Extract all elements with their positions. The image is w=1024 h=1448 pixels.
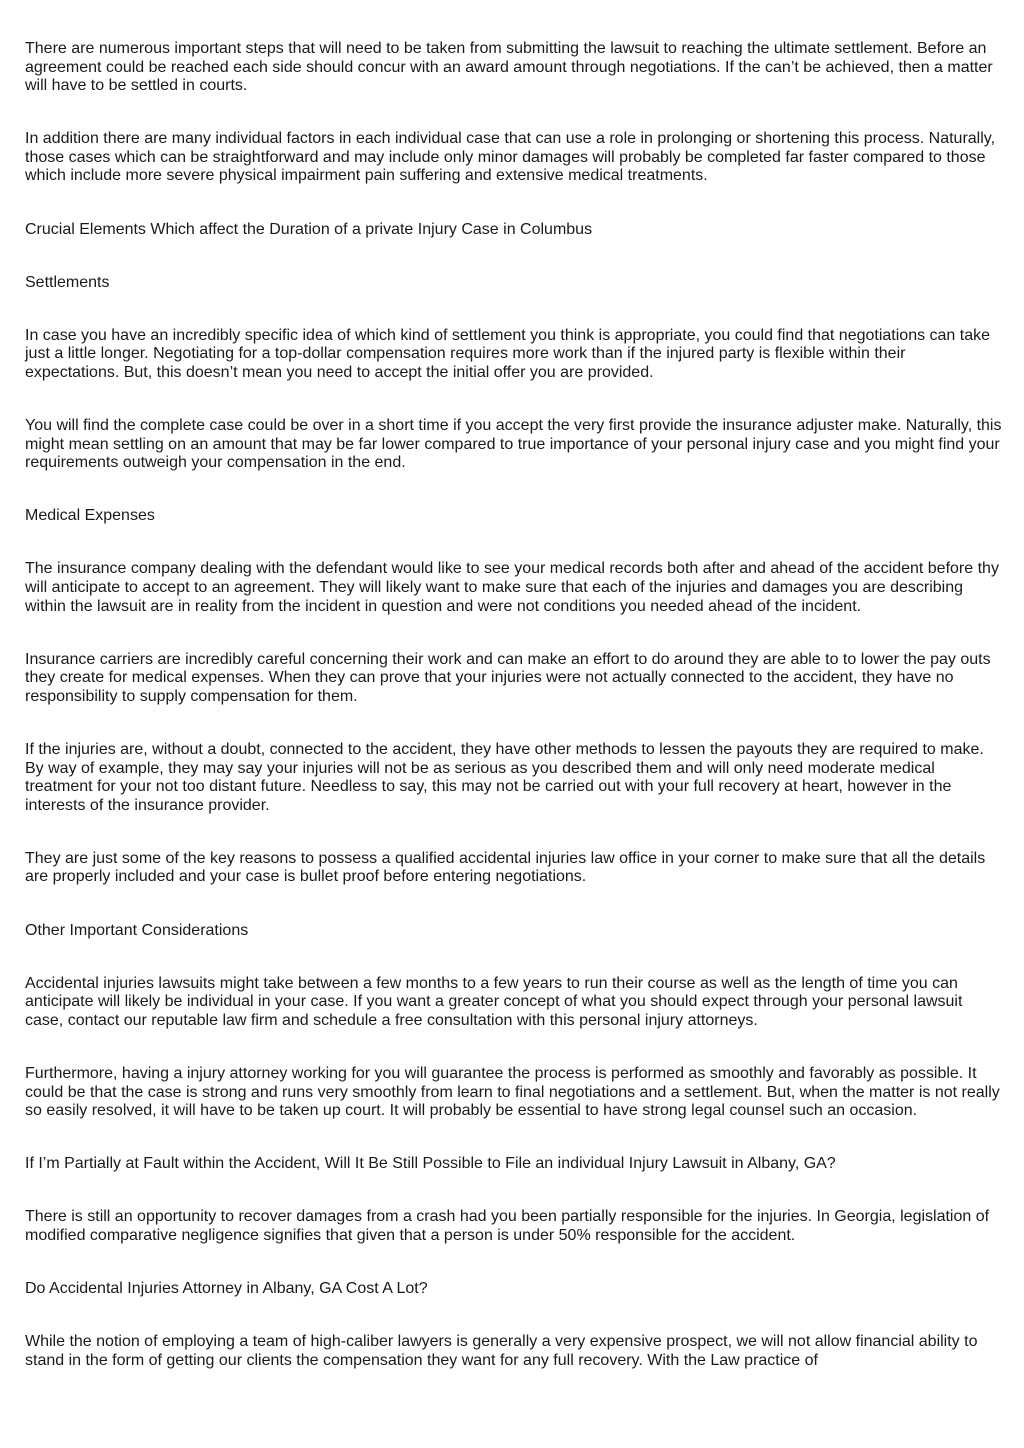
paragraph: While the notion of employing a team of high-caliber lawyers is generally a very expensive prospect, we will not allow financial ability to stand in the form of getting our clients the compensation they want for any full recovery. With the Law practice of [25, 1333, 978, 1369]
paragraph: There is still an opportunity to recover damages from a crash had you been partially responsible for the injuries. In Georgia, legislation of modified comparative negligence signifies that given that a person is under 50% responsible for the accident. [25, 1208, 990, 1244]
paragraph: There are numerous important steps that will need to be taken from submitting the lawsuit to reaching the ultimate settlement. Before an agreement could be reached each side should concur with an award amount through negotiations. If the can’t be achieved, then a matter will have to be settled in courts. [25, 40, 993, 95]
section-heading: Crucial Elements Which affect the Duration of a private Injury Case in Columbus [25, 220, 593, 238]
section-heading: If I’m Partially at Fault within the Accident, Will It Be Still Possible to File an individual Injury Lawsuit in Albany, GA? [25, 1155, 836, 1173]
paragraph: In addition there are many individual factors in each individual case that can use a role in prolonging or shortening this process. Naturally, those cases which can be straightforward and may include only minor damages will probably be completed far faster compared to those which include more severe physical impairment pain suffering and extensive medical treatments. [25, 130, 996, 185]
paragraph: Accidental injuries lawsuits might take between a few months to a few years to run their course as well as the length of time you can anticipate will likely be individual in your case. If you want a greater concept of what you should expect through your personal lawsuit case, contact our reputable law firm and schedule a free consultation with this personal injury attorneys. [25, 974, 963, 1029]
paragraph: In case you have an incredibly specific idea of which kind of settlement you think is appropriate, you could find that negotiations can take just a little longer. Negotiating for a top-dollar compensation requires more work than if the injured party is flexible within their expectations. But, this doesn’t mean you need to accept the initial offer you are provided. [25, 326, 991, 381]
paragraph: They are just some of the key reasons to possess a qualified accidental injuries law office in your corner to make sure that all the details are properly included and your case is bullet proof before entering negotiations. [25, 849, 986, 886]
section-heading: Do Accidental Injuries Attorney in Albany, GA Cost A Lot? [25, 1279, 428, 1297]
paragraph: You will find the complete case could be over in a short time if you accept the very first provide the insurance adjuster make. Naturally, this might mean settling on an amount that may be far lower compared to true importance of your personal injury case and you might find your requirements outweigh your compensation in the end. [25, 417, 1002, 472]
section-heading: Medical Expenses [25, 507, 155, 525]
paragraph: If the injuries are, without a doubt, connected to the accident, they have other methods to lessen the payouts they are required to make. By way of example, they may say your injuries will not be as serious as you described them and will only need moderate medical treatment for your not too distant future. Needless to say, this may not be carried out with your full recovery at heart, however in the interests of the insurance provider. [25, 740, 984, 814]
paragraph: Furthermore, having a injury attorney working for you will guarantee the process is performed as smoothly and favorably as possible. It could be that the case is strong and runs very smoothly from learn to final negotiations and a settlement. But, when the matter is not really so easily resolved, it will have to be taken up court. It will probably be essential to have strong legal counsel such an occasion. [25, 1064, 1000, 1120]
section-heading: Settlements [25, 273, 110, 291]
paragraph: The insurance company dealing with the defendant would like to see your medical records both after and ahead of the accident before thy will anticipate to accept to an agreement. They will likely want to make sure that each of the injuries and damages you are describing within the lawsuit are in reality from the incident in question and were not conditions you needed ahead of the incident. [25, 560, 999, 615]
document-page [25, 40, 1003, 1405]
paragraph: Insurance carriers are incredibly careful concerning their work and can make an effort to do around they are able to to lower the pay outs they create for medical expenses. When they can prove that your injuries were not actually connected to the accident, they have no responsibility to supply compensation for them. [25, 650, 991, 705]
section-heading: Other Important Considerations [25, 921, 249, 939]
